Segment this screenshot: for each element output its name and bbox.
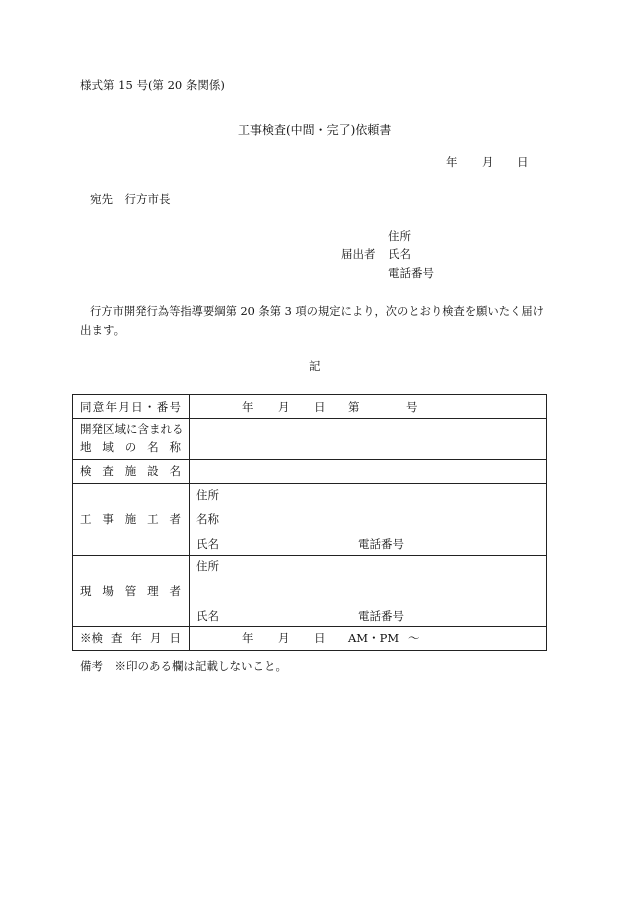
label-char: 管 xyxy=(124,584,137,598)
label-char: 号 xyxy=(169,400,181,414)
label-char: 日 xyxy=(169,631,181,645)
date-month-label: 月 xyxy=(482,155,494,169)
contractor-name-label: 氏名 xyxy=(196,537,219,551)
label-char: 設 xyxy=(147,464,159,478)
inspection-tilde: ～ xyxy=(408,631,420,645)
inspection-year-label: 年 xyxy=(242,631,254,645)
label-char: 番 xyxy=(156,400,169,414)
label-site-manager xyxy=(73,556,190,627)
label-char: 意 xyxy=(92,400,105,414)
label-char: 工 xyxy=(80,512,92,526)
manager-phone-label: 電話番号 xyxy=(358,609,404,623)
applicant-phone-label: 電話番号 xyxy=(388,266,434,280)
value-inspection-facility[interactable] xyxy=(190,460,547,484)
inspection-form-table xyxy=(72,394,547,651)
label-char: 査 xyxy=(102,464,114,478)
applicant-label: 届出者 xyxy=(341,247,376,261)
table-row-site-manager xyxy=(73,556,547,627)
agreement-year-label: 年 xyxy=(242,400,254,414)
table-row-development-area xyxy=(73,419,547,460)
label-char: 称 xyxy=(169,440,181,454)
table-row-contractor xyxy=(73,484,547,556)
applicant-name-label: 氏名 xyxy=(388,247,411,261)
contractor-phone-label: 電話番号 xyxy=(358,537,404,551)
addressee: 宛先 行方市長 xyxy=(90,192,171,206)
label-char: 名 xyxy=(169,464,181,478)
label-char: 工 xyxy=(147,512,159,526)
label-char: 同 xyxy=(80,400,92,414)
label-char: 者 xyxy=(169,584,181,598)
label-char: 現 xyxy=(80,584,92,598)
form-number: 様式第 15 号(第 20 条関係) xyxy=(80,78,225,92)
label-char: 理 xyxy=(147,584,159,598)
label-line: 開発区域に含まれる xyxy=(80,422,184,436)
manager-name-label: 氏名 xyxy=(196,609,219,623)
label-agreement-date xyxy=(73,395,190,419)
value-development-area[interactable] xyxy=(190,419,547,460)
label-inspection-facility xyxy=(73,460,190,484)
label-char: 者 xyxy=(169,512,181,526)
label-char: の xyxy=(124,440,137,454)
label-char: 施 xyxy=(124,512,137,526)
agreement-day-label: 日 xyxy=(314,400,326,414)
applicant-address-label: 住所 xyxy=(388,229,411,243)
agreement-number-prefix: 第 xyxy=(348,400,360,414)
manager-address-label: 住所 xyxy=(196,559,219,573)
contractor-company-label: 名称 xyxy=(196,512,219,526)
agreement-number-suffix: 号 xyxy=(406,400,418,414)
contractor-address-label: 住所 xyxy=(196,488,219,502)
label-char: 年 xyxy=(105,400,118,414)
value-site-manager[interactable] xyxy=(190,556,547,627)
label-char: 月 xyxy=(118,400,130,414)
label-char: 事 xyxy=(102,512,114,526)
body-text-line2: 出ます。 xyxy=(80,323,126,337)
label-char: 月 xyxy=(150,631,162,645)
body-text-line1: 行方市開発行為等指導要綱第 20 条第 3 項の規定により，次のとおり検査を願いたく届け xyxy=(90,305,544,318)
label-char: 域 xyxy=(102,440,114,454)
agreement-month-label: 月 xyxy=(278,400,290,414)
table-row-inspection-date xyxy=(73,627,547,651)
inspection-month-label: 月 xyxy=(278,631,290,645)
date-day-label: 日 xyxy=(517,155,529,169)
remarks: 備考 ※印のある欄は記載しないこと。 xyxy=(80,659,287,673)
date-year-label: 年 xyxy=(446,155,458,169)
label-char: 場 xyxy=(102,584,114,598)
inspection-ampm-label: AM・PM xyxy=(348,631,400,645)
label-char: 名 xyxy=(147,440,159,454)
page-title: 工事検査(中間・完了)依頼書 xyxy=(238,123,392,137)
ki-heading: 記 xyxy=(309,359,321,373)
value-inspection-date[interactable] xyxy=(190,627,547,651)
label-char: 査 xyxy=(111,631,123,645)
table-row-inspection-facility xyxy=(73,460,547,484)
label-development-area xyxy=(73,419,190,460)
label-contractor xyxy=(73,484,190,556)
value-agreement-date[interactable] xyxy=(190,395,547,419)
label-char: ・ xyxy=(143,400,156,414)
label-char: 地 xyxy=(80,440,92,454)
inspection-day-label: 日 xyxy=(314,631,326,645)
table-row-agreement-date xyxy=(73,395,547,419)
label-char: 年 xyxy=(130,631,142,645)
label-inspection-date xyxy=(73,627,190,651)
label-char: 施 xyxy=(124,464,137,478)
label-char: 検 xyxy=(80,464,92,478)
label-char: ※検 xyxy=(80,631,103,645)
label-char: 日 xyxy=(131,400,143,414)
value-contractor[interactable] xyxy=(190,484,547,556)
